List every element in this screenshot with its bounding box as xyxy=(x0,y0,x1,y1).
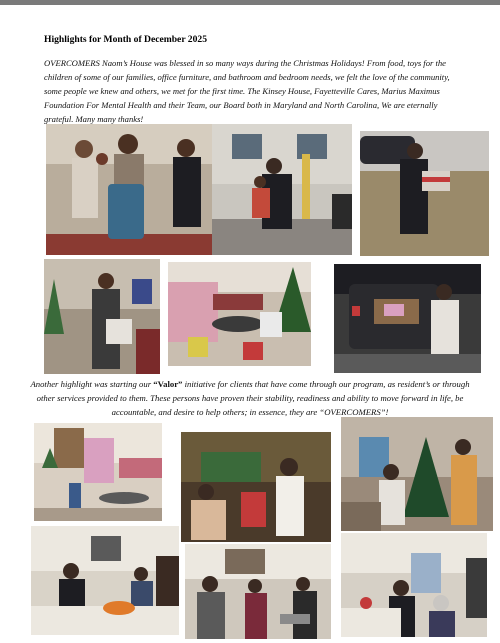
photo-child-in-playroom xyxy=(34,423,162,521)
photo-kitchen-cooking xyxy=(31,526,179,635)
intro-paragraph: OVERCOMERS Naom’s House was blessed in so many ways during the Christmas Holidays! From food, toys for the children of some of our families, office furniture, and bathroom and bedroom needs, we felt the love of the community, some people we knew and others, we met for the first time. The Kinsey House, Fayetteville Cares, Marius Maximus Foundation For Mental Health and their Team, our Board both in Maryland and North Carolina, We are eternally grateful. Many many thanks! xyxy=(44,58,450,124)
top-border xyxy=(0,0,500,5)
photo-children-with-presents xyxy=(181,432,331,542)
valor-highlight-paragraph xyxy=(30,377,470,419)
photo-family-with-stroller xyxy=(46,124,212,255)
photo-car-trunk-gifts xyxy=(334,264,481,373)
valor-text-after: initiative for clients that have come through our program, as resident’s or through other services provided to them. These persons have proven their stability, readiness and ability to move forward in life, be accountable, and desire to help others; in essence, they are “OVERCOMERS”! xyxy=(36,379,470,417)
valor-term: “Valor” xyxy=(153,379,183,389)
photo-woman-with-gift xyxy=(360,131,489,256)
photo-woman-opening-gift xyxy=(44,259,160,374)
valor-text-before: Another highlight was starting our xyxy=(30,379,154,389)
photo-kitchen-women-cooking xyxy=(341,533,487,637)
photo-kitchen-group xyxy=(185,544,331,639)
photo-living-room-tree xyxy=(168,262,311,366)
photo-outdoor-mother-child xyxy=(212,124,352,255)
photo-christmas-tree-decorating xyxy=(341,417,493,531)
page-heading: Highlights for Month of December 2025 xyxy=(44,34,207,45)
